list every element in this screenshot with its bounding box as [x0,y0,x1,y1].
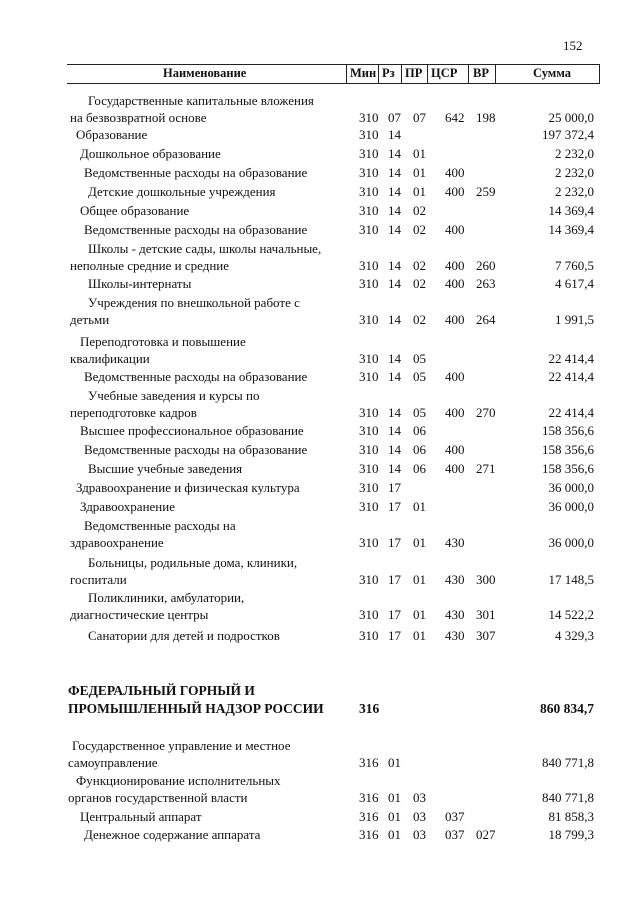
row-sum: 840 771,8 [542,755,594,770]
row-name-line: на безвозвратной основе [70,110,207,125]
row-vr: 300 [476,572,496,587]
row-csr: 400 [445,442,465,457]
row-min: 316 [359,809,379,824]
page-number: 152 [563,38,583,53]
row-name-line: квалификации [70,351,150,366]
row-min: 310 [359,607,379,622]
row-min: 310 [359,351,379,366]
row-pr: 03 [413,809,426,824]
row-pr: 02 [413,222,426,237]
row-csr: 642 [445,110,465,125]
row-csr: 430 [445,628,465,643]
row-sum: 17 148,5 [548,572,594,587]
row-sum: 1 991,5 [555,312,594,327]
row-pr: 05 [413,405,426,420]
row-name-line: Денежное содержание аппарата [84,827,261,842]
row-pr: 02 [413,258,426,273]
row-rz: 14 [388,146,401,161]
row-pr: 01 [413,535,426,550]
row-name-line: Санатории для детей и подростков [88,628,280,643]
row-name-line: Ведомственные расходы на [84,518,236,533]
row-sum: 840 771,8 [542,790,594,805]
row-vr: 270 [476,405,496,420]
row-min: 310 [359,258,379,273]
row-rz: 01 [388,827,401,842]
row-rz: 17 [388,607,401,622]
row-min: 316 [359,755,379,770]
row-sum: 22 414,4 [548,369,594,384]
row-name-line: Здравоохранение [80,499,175,514]
row-sum: 18 799,3 [548,827,594,842]
row-sum: 36 000,0 [548,480,594,495]
row-csr: 400 [445,405,465,420]
row-min: 310 [359,442,379,457]
row-name-line: Высшее профессиональное образование [80,423,304,438]
row-name-line: Государственное управление и местное [72,738,291,753]
header-name: Наименование [163,66,247,80]
row-vr: 259 [476,184,496,199]
row-name-line: Поликлиники, амбулатории, [88,590,245,605]
row-sum: 158 356,6 [542,442,594,457]
row-vr: 198 [476,110,496,125]
row-min: 310 [359,572,379,587]
row-pr: 05 [413,369,426,384]
row-rz: 01 [388,755,401,770]
row-vr: 263 [476,276,496,291]
row-name-line: органов государственной власти [68,790,248,805]
row-rz: 14 [388,405,401,420]
row-sum: 4 617,4 [555,276,594,291]
row-pr: 01 [413,146,426,161]
row-name-line: детьми [70,312,110,327]
row-min: 316 [359,790,379,805]
row-vr: 271 [476,461,496,476]
row-pr: 02 [413,276,426,291]
row-rz: 17 [388,499,401,514]
row-min: 316 [359,827,379,842]
row-rz: 14 [388,276,401,291]
row-sum: 14 369,4 [548,203,594,218]
row-name-line: ПРОМЫШЛЕННЫЙ НАДЗОР РОССИИ [68,701,324,716]
row-sum: 14 522,2 [548,607,594,622]
row-csr: 400 [445,258,465,273]
row-pr: 06 [413,423,426,438]
row-sum: 22 414,4 [548,351,594,366]
row-rz: 01 [388,809,401,824]
row-rz: 14 [388,442,401,457]
row-sum: 22 414,4 [548,405,594,420]
row-csr: 400 [445,461,465,476]
row-rz: 17 [388,535,401,550]
row-csr: 430 [445,572,465,587]
row-name-line: Учреждения по внешкольной работе с [88,295,300,310]
row-sum: 36 000,0 [548,499,594,514]
row-min: 310 [359,203,379,218]
row-pr: 06 [413,442,426,457]
row-pr: 05 [413,351,426,366]
row-name-line: Центральный аппарат [80,809,202,824]
row-pr: 03 [413,790,426,805]
row-name-line: госпитали [70,572,127,587]
row-name-line: Ведомственные расходы на образование [84,442,308,457]
row-rz: 01 [388,790,401,805]
row-rz: 14 [388,165,401,180]
row-min: 310 [359,628,379,643]
row-rz: 14 [388,184,401,199]
header-min: Мин [350,66,377,80]
header-sum: Сумма [533,66,571,80]
row-min: 310 [359,146,379,161]
row-min: 310 [359,480,379,495]
row-name-line: Учебные заведения и курсы по [88,388,260,403]
row-name-line: переподготовке кадров [70,405,197,420]
row-min: 316 [359,701,380,716]
row-min: 310 [359,461,379,476]
row-vr: 307 [476,628,496,643]
header-csr: ЦСР [431,66,458,80]
row-sum: 158 356,6 [542,423,594,438]
row-rz: 14 [388,203,401,218]
row-pr: 02 [413,203,426,218]
row-name-line: здравоохранение [70,535,164,550]
row-sum: 158 356,6 [542,461,594,476]
row-sum: 25 000,0 [548,110,594,125]
row-sum: 36 000,0 [548,535,594,550]
row-csr: 400 [445,369,465,384]
row-rz: 14 [388,369,401,384]
row-csr: 037 [445,809,465,824]
row-pr: 01 [413,184,426,199]
header-pr: ПР [405,66,423,80]
row-min: 310 [359,369,379,384]
row-min: 310 [359,110,379,125]
row-name-line: Государственные капитальные вложения [88,93,314,108]
row-min: 310 [359,423,379,438]
row-rz: 17 [388,480,401,495]
row-name-line: Больницы, родильные дома, клиники, [88,555,298,570]
row-csr: 037 [445,827,465,842]
row-min: 310 [359,276,379,291]
row-rz: 14 [388,461,401,476]
row-csr: 430 [445,607,465,622]
row-name-line: неполные средние и средние [70,258,230,273]
row-name-line: Высшие учебные заведения [88,461,243,476]
row-name-line: диагностические центры [70,607,209,622]
row-name-line: Переподготовка и повышение [80,334,246,349]
row-sum: 81 858,3 [548,809,594,824]
row-min: 310 [359,312,379,327]
row-min: 310 [359,499,379,514]
row-vr: 301 [476,607,496,622]
row-min: 310 [359,405,379,420]
row-name-line: Школы-интернаты [88,276,192,291]
row-pr: 02 [413,312,426,327]
row-vr: 027 [476,827,496,842]
row-csr: 400 [445,184,465,199]
row-pr: 01 [413,572,426,587]
row-min: 310 [359,127,379,142]
row-name-line: Ведомственные расходы на образование [84,369,308,384]
header-rz: Рз [382,66,395,80]
row-name-line: Общее образование [80,203,190,218]
row-name-line: Ведомственные расходы на образование [84,165,308,180]
row-rz: 14 [388,127,401,142]
row-rz: 14 [388,222,401,237]
row-pr: 03 [413,827,426,842]
row-name-line: самоуправление [68,755,158,770]
row-min: 310 [359,535,379,550]
row-csr: 400 [445,312,465,327]
row-pr: 01 [413,607,426,622]
row-name-line: Функционирование исполнительных [76,773,281,788]
row-rz: 14 [388,351,401,366]
row-rz: 17 [388,572,401,587]
row-csr: 430 [445,535,465,550]
row-name-line: Образование [76,127,148,142]
row-sum: 2 232,0 [555,146,594,161]
row-rz: 17 [388,628,401,643]
header-vr: ВР [473,66,489,80]
row-rz: 14 [388,312,401,327]
row-pr: 01 [413,165,426,180]
row-pr: 06 [413,461,426,476]
row-csr: 400 [445,165,465,180]
row-sum: 14 369,4 [548,222,594,237]
row-pr: 07 [413,110,426,125]
row-name-line: ФЕДЕРАЛЬНЫЙ ГОРНЫЙ И [68,683,255,698]
row-name-line: Ведомственные расходы на образование [84,222,308,237]
row-vr: 264 [476,312,496,327]
row-rz: 14 [388,258,401,273]
row-name-line: Здравоохранение и физическая культура [76,480,300,495]
row-sum: 7 760,5 [555,258,594,273]
row-name-line: Дошкольное образование [80,146,221,161]
row-pr: 01 [413,499,426,514]
row-csr: 400 [445,276,465,291]
row-sum: 4 329,3 [555,628,594,643]
row-rz: 07 [388,110,401,125]
row-sum: 2 232,0 [555,184,594,199]
row-name-line: Детские дошкольные учреждения [88,184,276,199]
row-min: 310 [359,222,379,237]
row-csr: 400 [445,222,465,237]
row-rz: 14 [388,423,401,438]
row-sum: 2 232,0 [555,165,594,180]
row-sum: 197 372,4 [542,127,594,142]
row-min: 310 [359,184,379,199]
row-sum: 860 834,7 [540,701,594,716]
row-name-line: Школы - детские сады, школы начальные, [88,241,322,256]
row-pr: 01 [413,628,426,643]
row-vr: 260 [476,258,496,273]
row-min: 310 [359,165,379,180]
